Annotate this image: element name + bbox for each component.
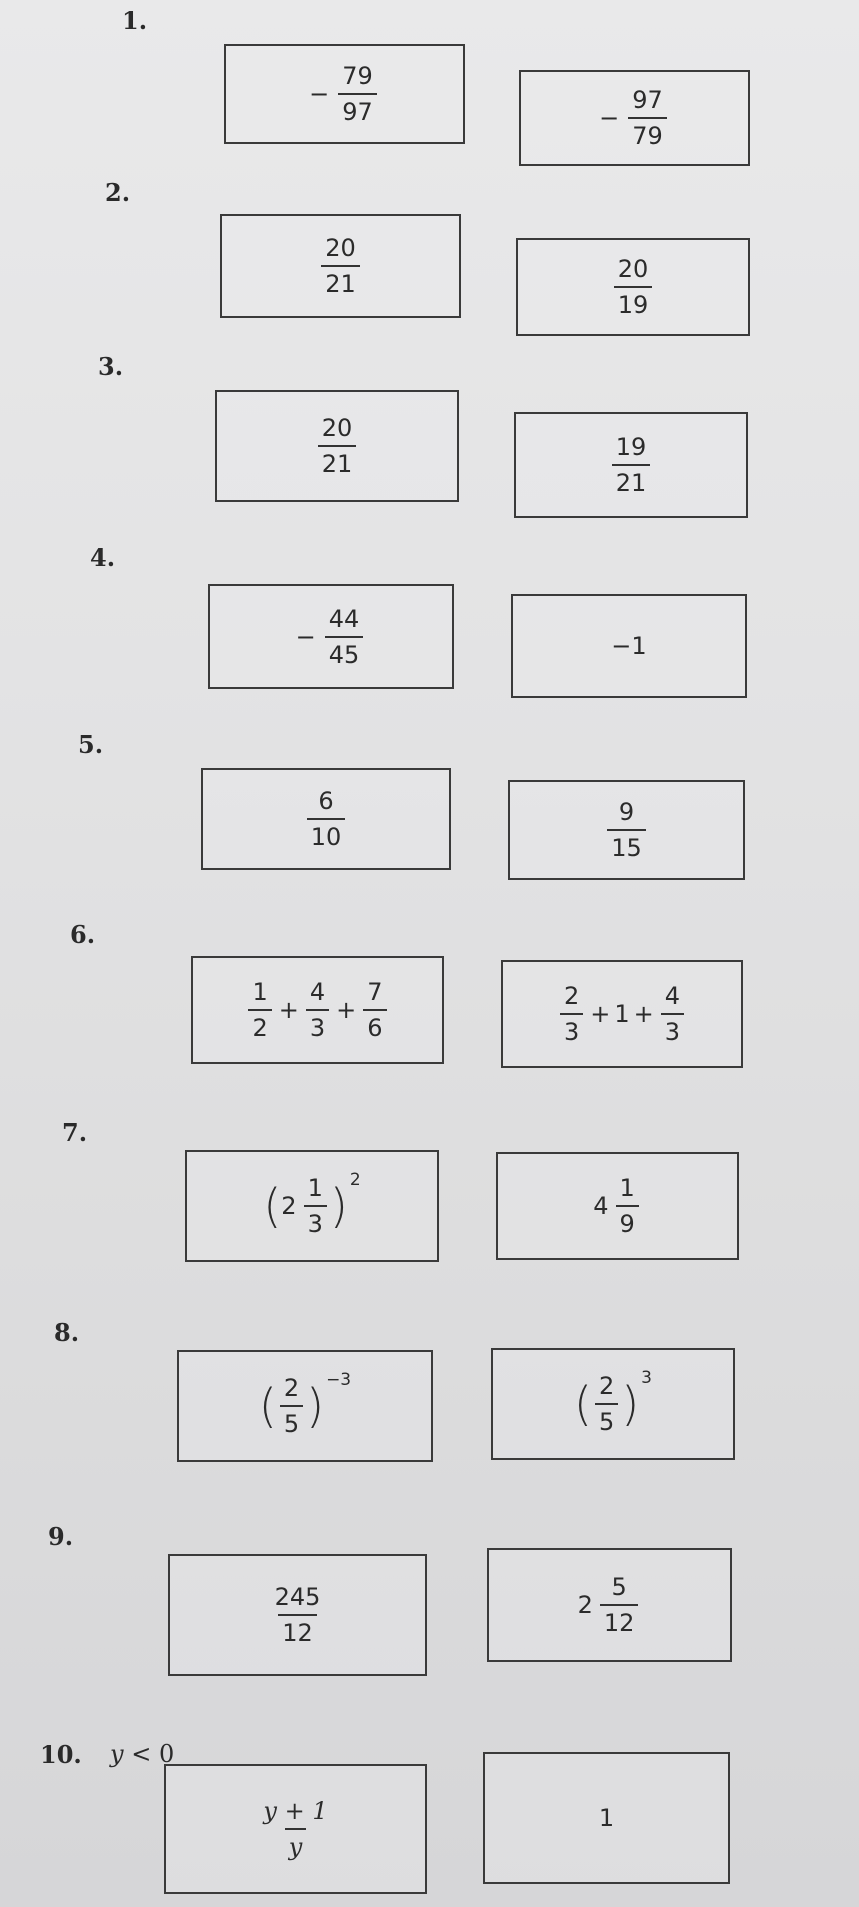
plus-sign: + <box>278 996 299 1024</box>
denominator: 15 <box>607 829 646 862</box>
question-number: 5. <box>78 730 104 759</box>
q10-left-box[interactable] <box>164 1764 427 1894</box>
denominator: 19 <box>614 286 653 319</box>
numerator: 97 <box>632 86 663 114</box>
denominator: 21 <box>321 265 360 298</box>
fraction <box>338 62 377 126</box>
denominator: 3 <box>304 1205 327 1238</box>
right-paren: ) <box>329 1179 348 1233</box>
question-number: 8. <box>54 1318 80 1347</box>
mixed-whole: 2 <box>577 1591 593 1619</box>
fraction <box>248 978 271 1042</box>
fraction <box>304 1174 327 1238</box>
q4-left-box[interactable] <box>208 584 454 689</box>
denominator: y <box>285 1828 307 1861</box>
q3-right-box[interactable] <box>514 412 748 518</box>
value-text: 1 <box>598 1804 615 1832</box>
numerator: 7 <box>367 978 383 1006</box>
fraction <box>616 1174 639 1238</box>
numerator: 6 <box>318 787 334 815</box>
q5-left-box[interactable] <box>201 768 451 870</box>
minus-sign: − <box>295 622 316 651</box>
numerator: 2 <box>563 982 580 1010</box>
q8-right-box[interactable] <box>491 1348 735 1460</box>
denominator: 10 <box>307 818 346 851</box>
fraction <box>612 433 651 497</box>
denominator: 3 <box>661 1013 684 1046</box>
numerator: 1 <box>619 1174 635 1202</box>
numerator: 20 <box>325 234 356 262</box>
plus-sign: + <box>336 996 357 1024</box>
fraction <box>607 798 646 862</box>
plus-sign: + <box>633 1000 654 1028</box>
q6-left-box[interactable] <box>191 956 444 1064</box>
numerator: 20 <box>617 255 649 283</box>
numerator: 5 <box>611 1573 627 1601</box>
exponent: 3 <box>641 1368 652 1388</box>
numerator: 44 <box>328 604 360 633</box>
numerator: 4 <box>664 982 681 1010</box>
q7-right-box[interactable] <box>496 1152 739 1260</box>
question-number: 6. <box>70 920 96 949</box>
denominator: 9 <box>616 1205 639 1238</box>
fraction <box>271 1583 325 1647</box>
numerator: 245 <box>274 1583 321 1611</box>
q1-left-box[interactable] <box>224 44 465 144</box>
mixed-whole: 4 <box>593 1192 609 1220</box>
q3-left-box[interactable] <box>215 390 459 502</box>
fraction <box>595 1372 618 1436</box>
q8-left-box[interactable] <box>177 1350 433 1462</box>
q9-right-box[interactable] <box>487 1548 732 1662</box>
numerator: 4 <box>309 978 326 1006</box>
numerator: 2 <box>598 1372 615 1400</box>
numerator: 1 <box>307 1174 323 1202</box>
question-number: 1. <box>122 6 148 35</box>
numerator: 1 <box>252 978 268 1006</box>
fraction <box>363 978 386 1042</box>
fraction <box>614 255 653 319</box>
q6-right-box[interactable] <box>501 960 743 1068</box>
fraction <box>325 605 364 669</box>
question-number: 4. <box>90 543 116 572</box>
denominator: 5 <box>595 1403 618 1436</box>
denominator: 97 <box>338 93 377 126</box>
question-number: 2. <box>105 178 131 207</box>
fraction <box>628 86 667 150</box>
q1-right-box[interactable] <box>519 70 750 166</box>
q10-right-box[interactable] <box>483 1752 730 1884</box>
fraction <box>318 414 357 478</box>
right-paren: ) <box>306 1379 325 1433</box>
q5-right-box[interactable] <box>508 780 745 880</box>
right-paren: ) <box>621 1377 640 1431</box>
denominator: 21 <box>612 464 651 497</box>
fraction <box>259 1797 331 1861</box>
numerator: y + 1 <box>263 1797 328 1825</box>
exponent: 2 <box>349 1170 361 1190</box>
left-paren: ( <box>573 1377 592 1431</box>
denominator: 79 <box>628 117 667 150</box>
plus-sign: + <box>590 1000 611 1028</box>
question-number: 3. <box>98 352 124 381</box>
q2-left-box[interactable] <box>220 214 461 318</box>
numerator: 20 <box>321 414 353 442</box>
q9-left-box[interactable] <box>168 1554 427 1676</box>
denominator: 3 <box>560 1013 583 1046</box>
denominator: 6 <box>363 1009 386 1042</box>
numerator: 19 <box>615 433 647 461</box>
left-paren: ( <box>258 1379 277 1433</box>
numerator: 2 <box>283 1374 300 1402</box>
exponent: −3 <box>326 1370 352 1390</box>
question-number: 9. <box>48 1522 74 1551</box>
denominator: 21 <box>318 445 357 478</box>
mixed-whole: 2 <box>281 1192 297 1220</box>
fraction <box>321 234 360 298</box>
q4-right-box[interactable] <box>511 594 747 698</box>
fraction <box>307 787 346 851</box>
minus-sign: − <box>599 104 620 132</box>
whole-term: 1 <box>614 1000 630 1028</box>
denominator: 45 <box>325 636 364 669</box>
denominator: 3 <box>306 1009 329 1042</box>
minus-sign: − <box>309 80 330 108</box>
denominator: 5 <box>280 1405 303 1438</box>
fraction <box>600 1573 639 1637</box>
numerator: 9 <box>618 798 635 826</box>
left-paren: ( <box>263 1179 282 1233</box>
denominator: 12 <box>600 1604 639 1637</box>
fraction <box>661 982 684 1046</box>
fraction <box>306 978 329 1042</box>
denominator: 12 <box>278 1614 317 1647</box>
denominator: 2 <box>248 1009 271 1042</box>
condition-relation: < 0 <box>131 1740 175 1768</box>
value-text: −1 <box>611 632 647 660</box>
q2-right-box[interactable] <box>516 238 750 336</box>
fraction <box>560 982 583 1046</box>
question-number: 10. <box>40 1740 82 1769</box>
question-number: 7. <box>62 1118 88 1147</box>
q7-left-box[interactable] <box>185 1150 439 1262</box>
condition-variable: y <box>110 1740 124 1768</box>
numerator: 79 <box>342 62 373 90</box>
fraction <box>280 1374 303 1438</box>
